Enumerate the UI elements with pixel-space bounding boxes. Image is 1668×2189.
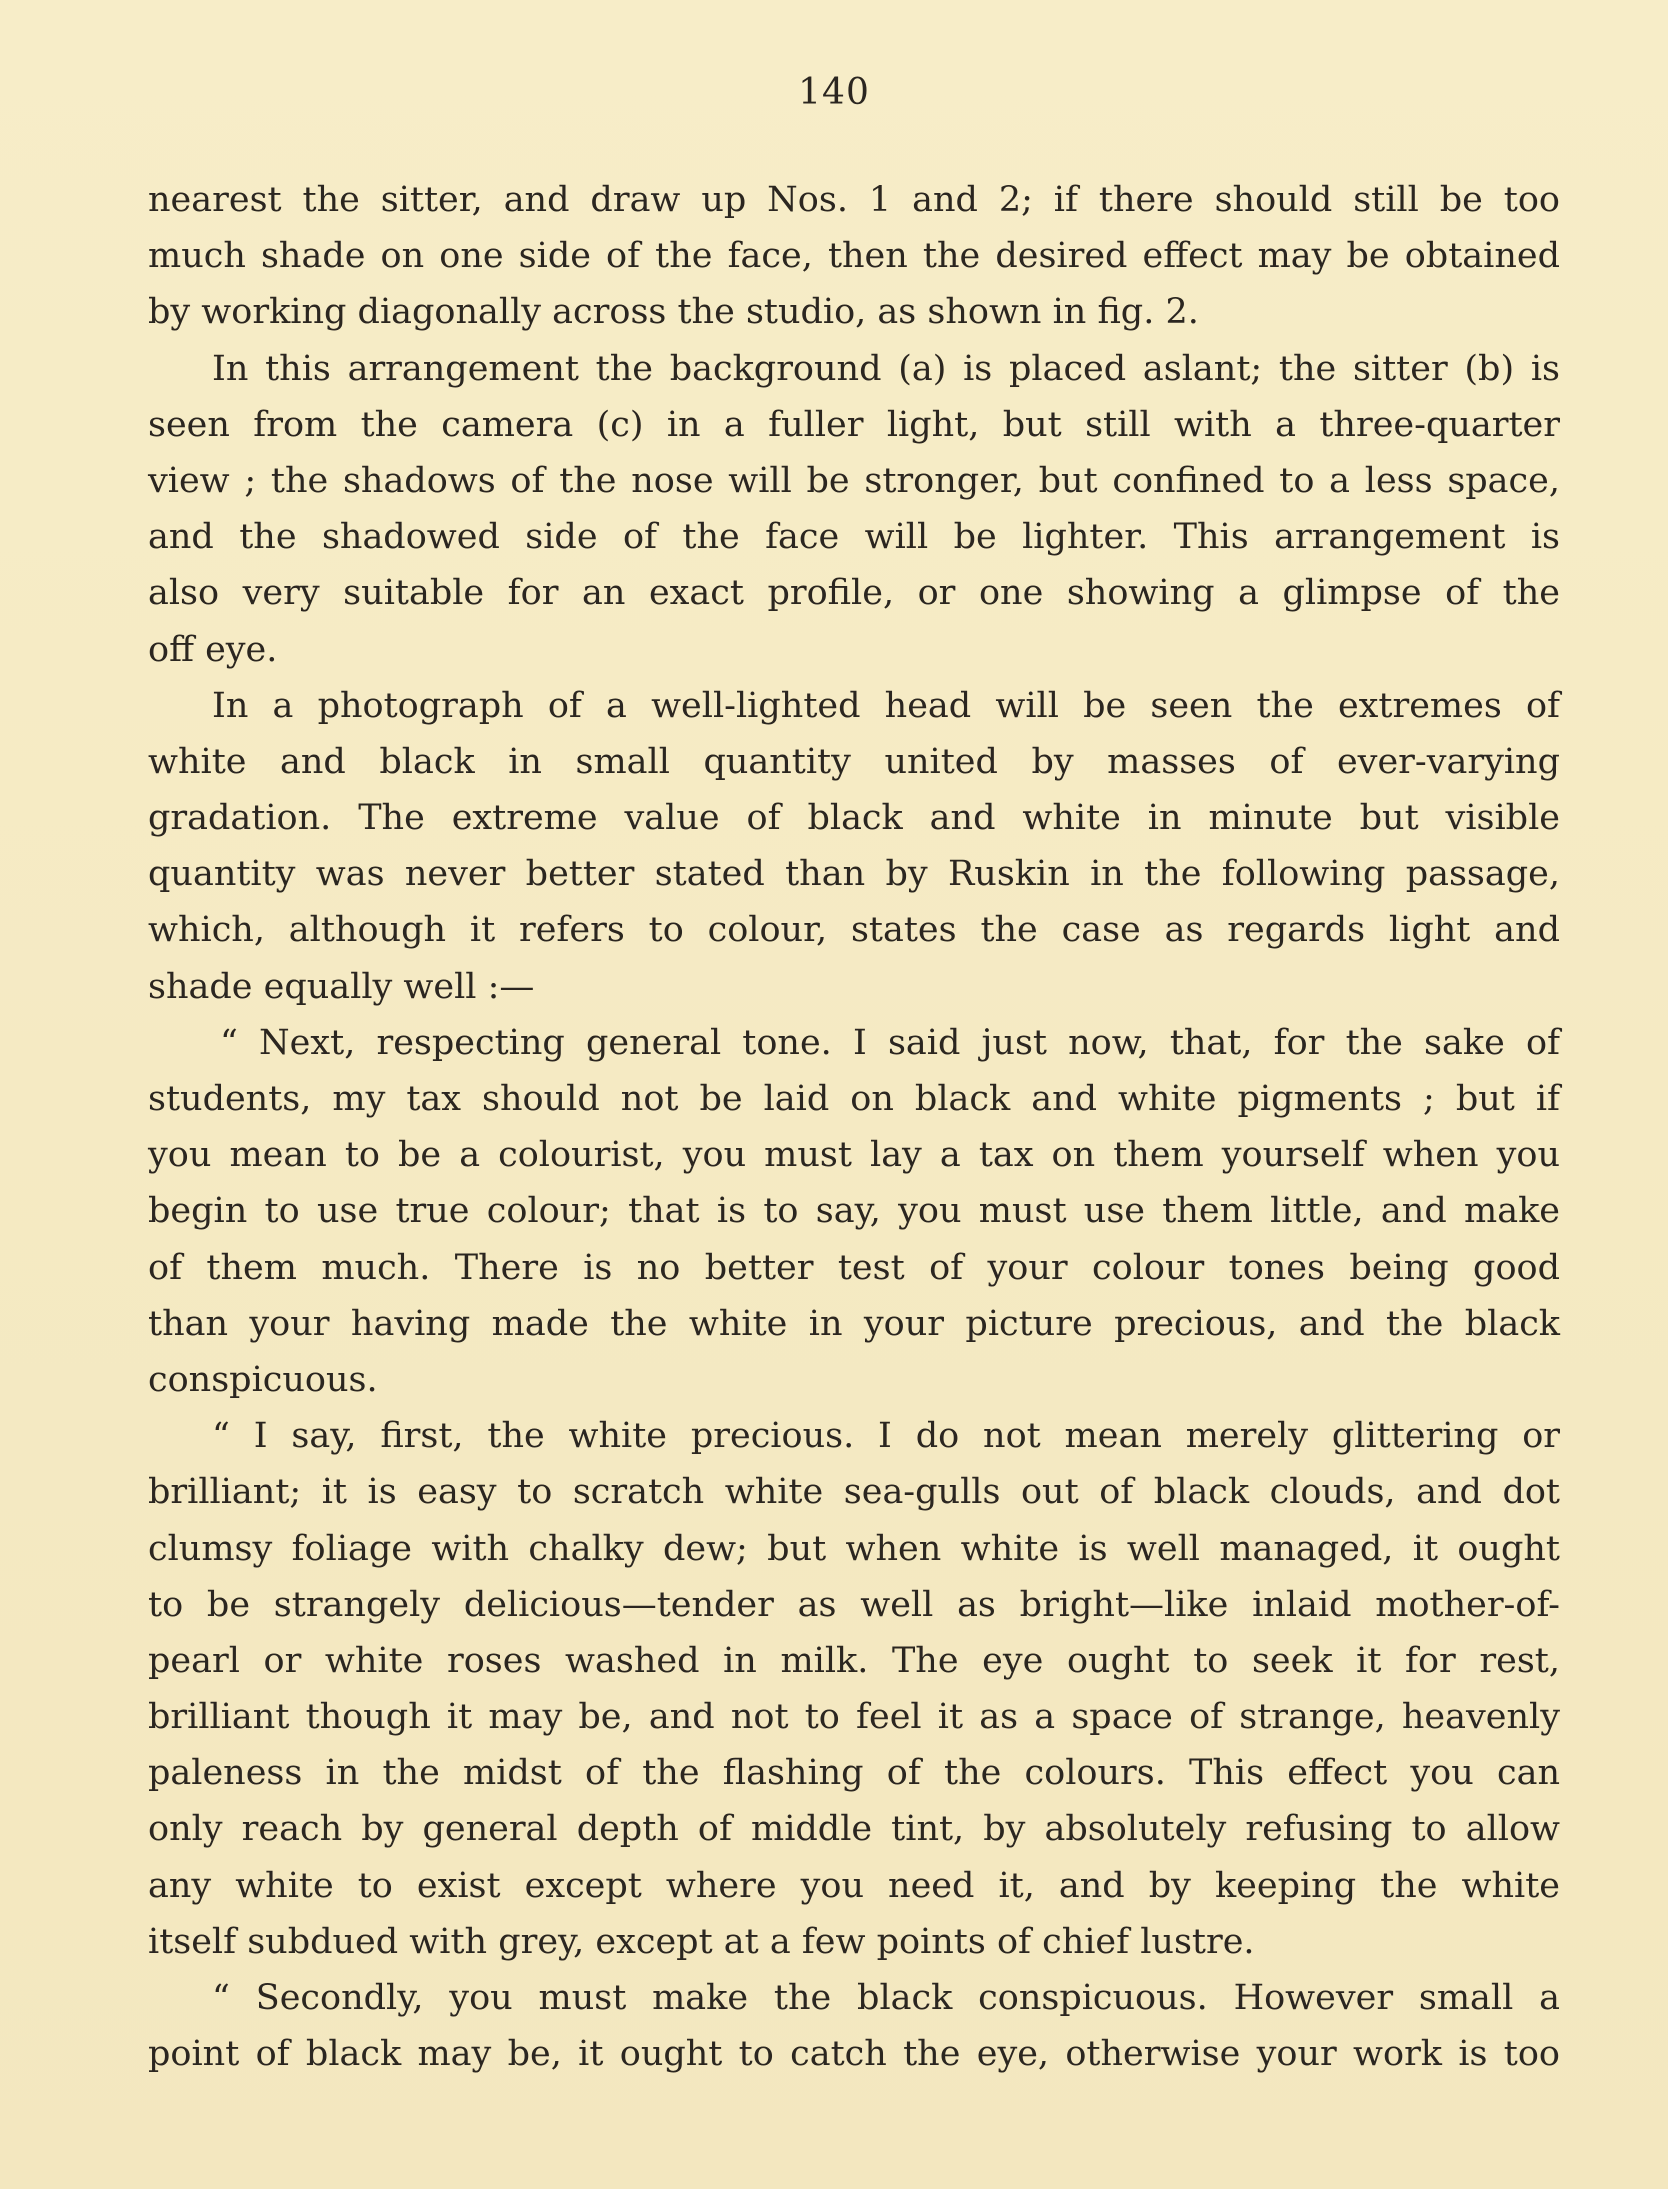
paragraph-photograph [148,678,1560,1015]
text-line: shade equally well :— [148,966,535,1007]
text-line: students, my tax should not be laid on black and white pigments ; but if [148,1079,1560,1119]
text-line: clumsy foliage with chalky dew; but when white is well managed, it ought [148,1528,1560,1569]
text-line: white and black in small quantity united by masses of ever-varying [148,741,1560,782]
text-line: much shade on one side of the face, then the desired effect may be obtained [148,236,1560,277]
text-line: conspicuous. [148,1359,378,1400]
page-number: 140 [798,72,870,113]
text-line: “ Next, respecting general tone. I said just now, that, for the sake of [220,1022,1560,1063]
text-line: you mean to be a colourist, you must lay a tax on them yourself when you [148,1135,1560,1176]
text-line: In a photograph of a well-lighted head will be seen the extremes of [212,685,1560,726]
text-line: of them much. There is no better test of your colour tones being good [148,1247,1560,1288]
text-line: pearl or white roses washed in milk. The eye ought to seek it for rest, [148,1640,1560,1681]
text-line: begin to use true colour; that is to say, you must use them little, and make [148,1191,1560,1232]
text-line: itself subdued with grey, except at a few points of chief lustre. [148,1921,1255,1962]
text-line: “ Secondly, you must make the black conspicuous. However small a [212,1978,1560,2018]
text-line: only reach by general depth of middle tint, by absolutely refusing to allow [148,1809,1560,1850]
paragraph-quote-black [148,1970,1560,2082]
text-line: also very suitable for an exact profile, or one showing a glimpse of the [148,573,1560,614]
text-line: any white to exist except where you need it, and by keeping the white [148,1865,1560,1906]
text-line: off eye. [148,629,278,670]
text-line: “ I say, first, the white precious. I do not mean merely glittering or [212,1416,1560,1457]
text-line: point of black may be, it ought to catch the eye, otherwise your work is too [148,2034,1560,2075]
paragraph-arrangement [148,341,1560,678]
text-line: by working diagonally across the studio, as shown in fig. 2. [148,292,1199,333]
paragraph-quote-white [148,1408,1560,1970]
text-line: seen from the camera (c) in a fuller light, but still with a three-quarter [148,404,1560,445]
paragraph-quote-tone [148,1015,1560,1408]
text-line: to be strangely delicious—tender as well as bright—like inlaid mother-of- [148,1584,1560,1625]
text-line: In this arrangement the background (a) is placed aslant; the sitter (b) is [212,348,1560,389]
text-line: paleness in the midst of the flashing of the colours. This effect you can [148,1753,1560,1794]
text-line: and the shadowed side of the face will be lighter. This arrangement is [148,517,1560,558]
text-line: view ; the shadows of the nose will be stronger, but confined to a less space, [148,460,1560,501]
body-text [148,172,1560,2082]
paragraph-continuation [148,172,1560,341]
text-line: brilliant; it is easy to scratch white sea-gulls out of black clouds, and dot [148,1472,1560,1513]
text-line: nearest the sitter, and draw up Nos. 1 and 2; if there should still be too [148,180,1560,220]
text-line: quantity was never better stated than by Ruskin in the following passage, [148,854,1560,895]
text-line: which, although it refers to colour, states the case as regards light and [148,910,1560,951]
text-line: brilliant though it may be, and not to feel it as a space of strange, heavenly [148,1697,1560,1738]
text-line: than your having made the white in your picture precious, and the black [148,1303,1560,1344]
text-line: gradation. The extreme value of black and white in minute but visible [148,798,1560,839]
